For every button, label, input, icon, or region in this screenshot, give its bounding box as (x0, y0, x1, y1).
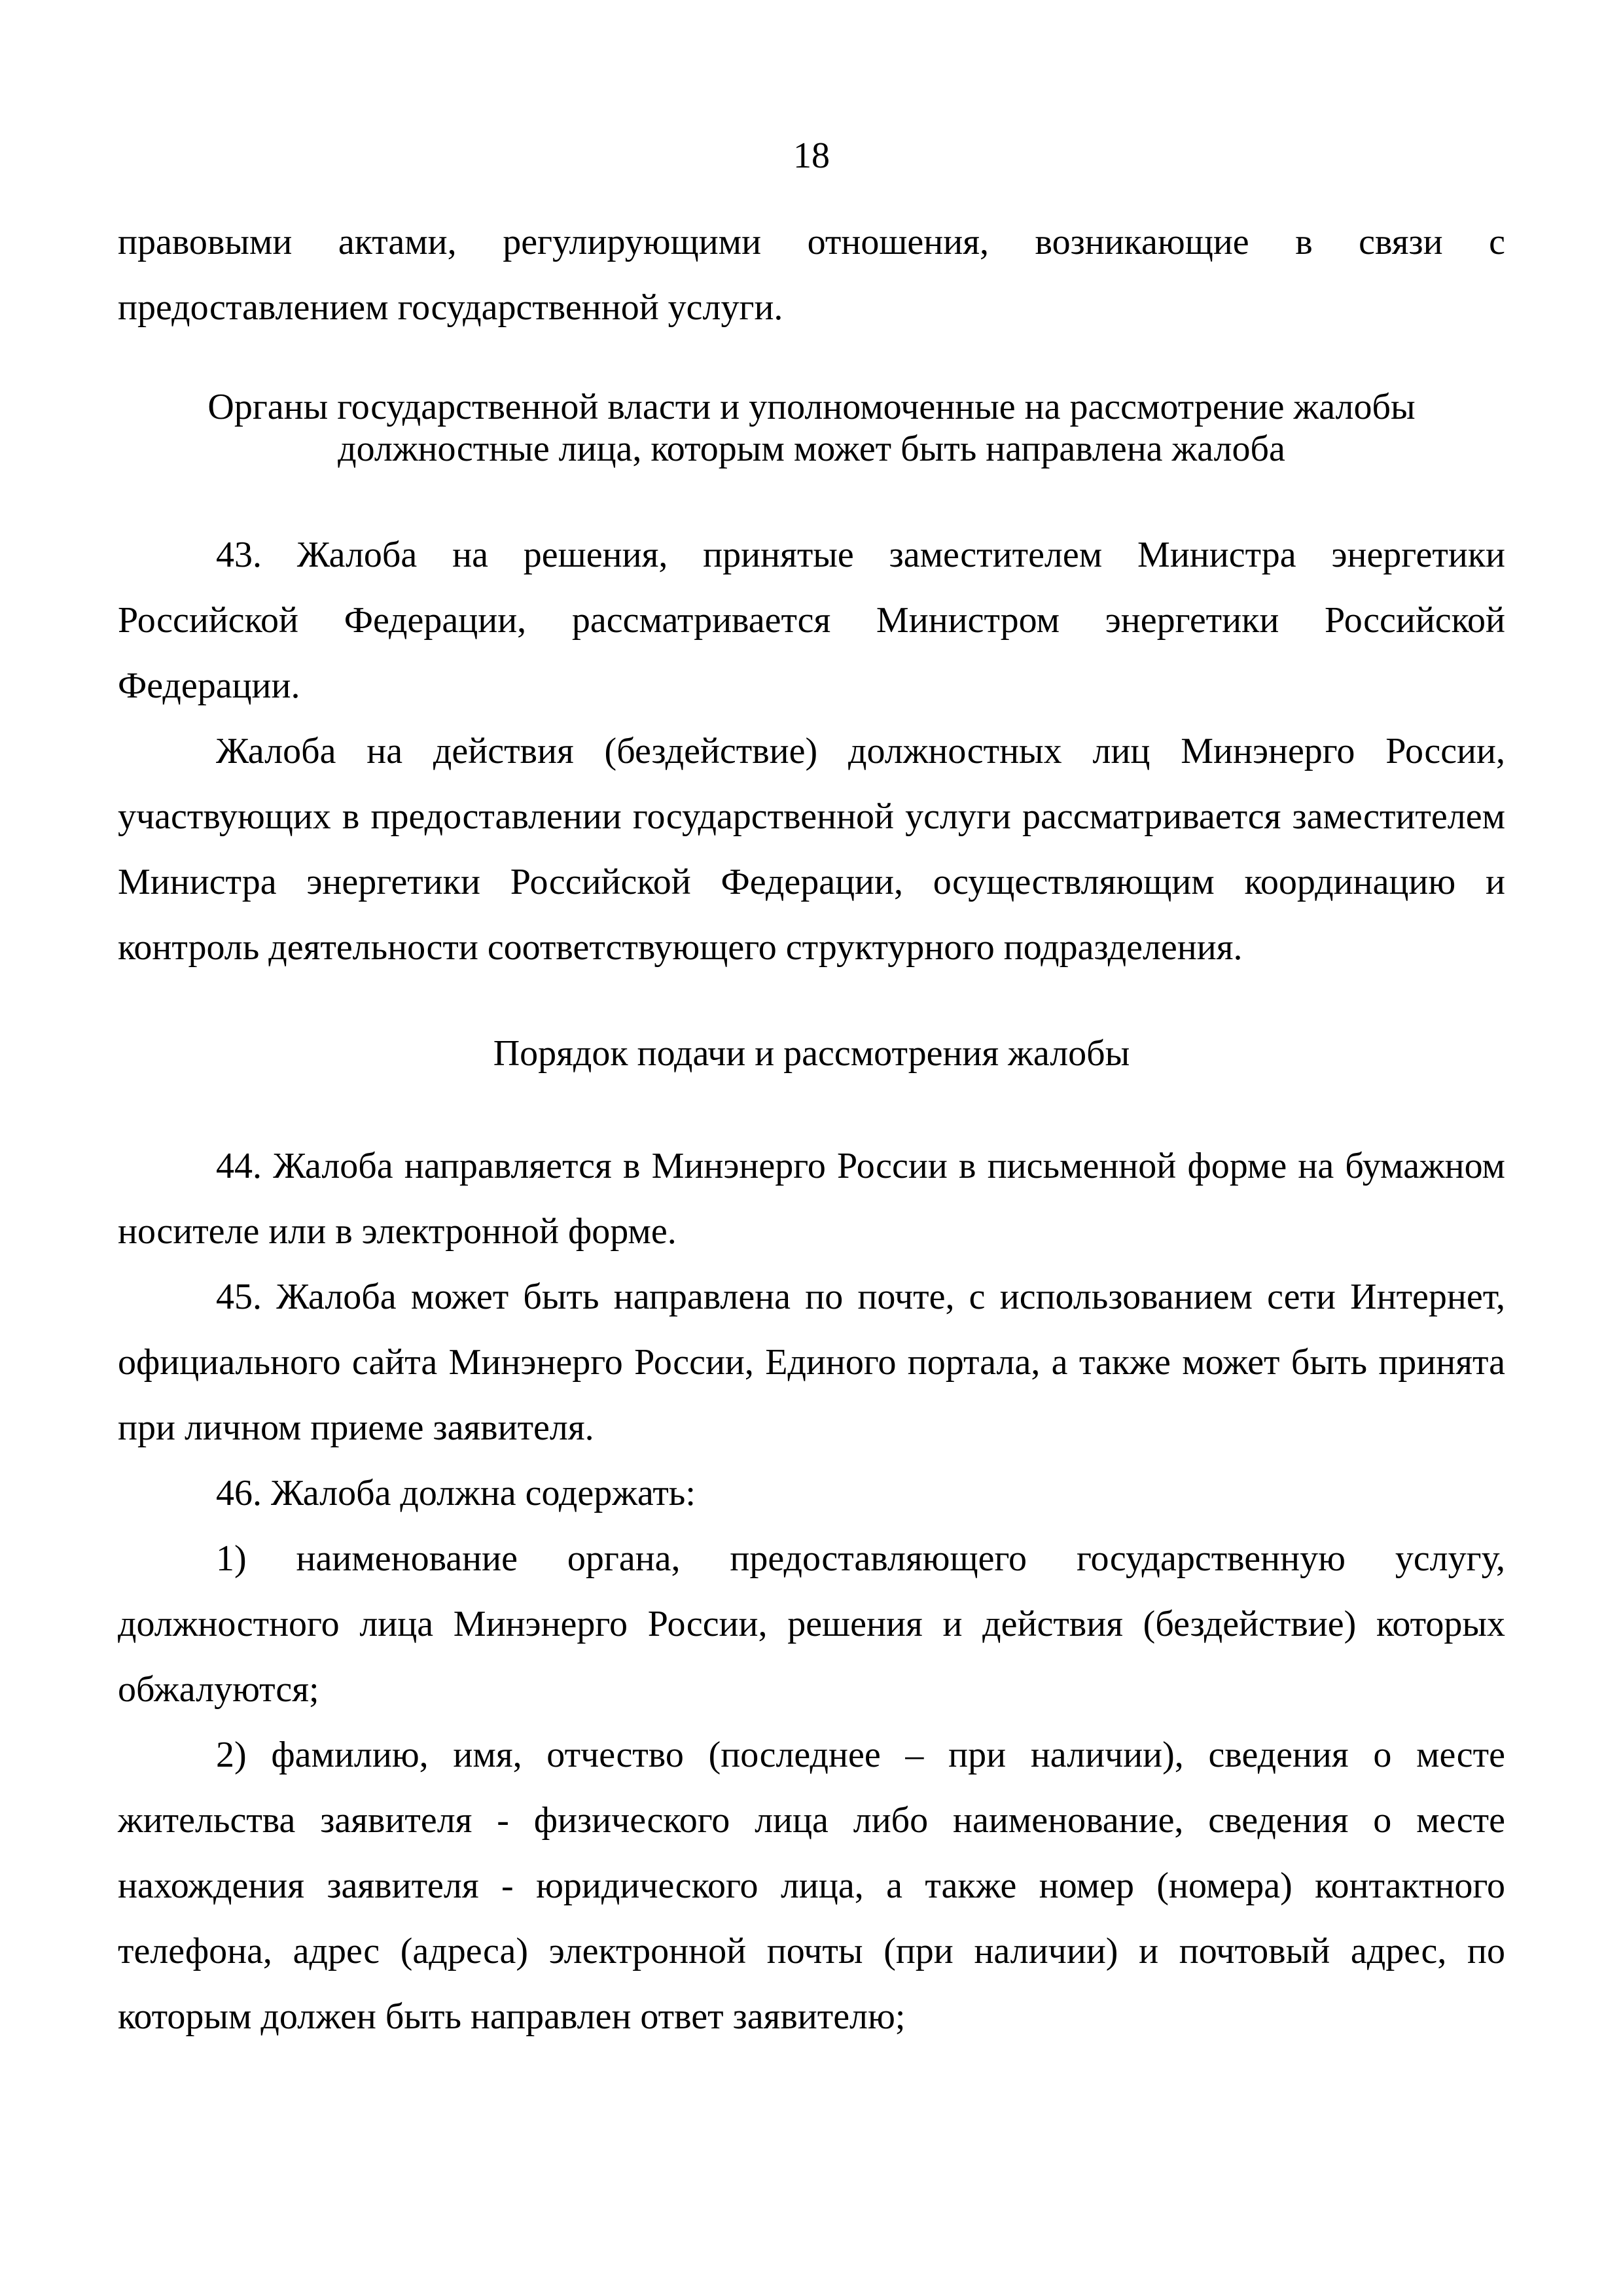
paragraph-44: 44. Жалоба направляется в Минэнерго России в письменной форме на бумажном носителе или в электронной форме. (118, 1146, 1505, 1252)
paragraph-43-continued: Жалоба на действия (бездействие) должностных лиц Минэнерго России, участвующих в предоставлении государственной услуги рассматривается заместителем Министра энергетики Российской Федерации, осуществляющим координацию и контроль деятельности соответствующего структурного подразделения. (118, 731, 1505, 968)
section-heading-authorities-line-1: Органы государственной власти и уполномоченные на рассмотрение жалобы (207, 387, 1416, 427)
paragraph-45: 45. Жалоба может быть направлена по почте, с использованием сети Интернет, официального сайта Минэнерго России, Единого портала, а также может быть принята при личном приеме заявителя. (118, 1277, 1505, 1448)
document-body (118, 209, 1505, 2049)
paragraph-continuation: правовыми актами, регулирующими отношения, возникающие в связи с предоставлением государственной услуги. (118, 222, 1505, 328)
section-heading-procedure: Порядок подачи и рассмотрения жалобы (493, 1033, 1130, 1074)
page-number: 18 (793, 135, 830, 176)
paragraph-43: 43. Жалоба на решения, принятые заместителем Министра энергетики Российской Федерации, рассматривается Министром энергетики Российской Федерации. (118, 535, 1505, 706)
paragraph-46-item-2: 2) фамилию, имя, отчество (последнее – при наличии), сведения о месте жительства заявителя - физического лица либо наименование, сведения о месте нахождения заявителя - юридического лица, а также номер (номера) контактного телефона, адрес (адреса) электронной почты (при наличии) и почтовый адрес, по которым должен быть направлен ответ заявителю; (118, 1735, 1505, 2037)
paragraph-46: 46. Жалоба должна содержать: (216, 1473, 696, 1513)
section-heading-authorities (118, 386, 1505, 470)
section-heading-authorities-line-2: должностные лица, которым может быть направлена жалоба (338, 429, 1285, 469)
paragraph-46-item-1: 1) наименование органа, предоставляющего государственную услугу, должностного лица Минэнерго России, решения и действия (бездействие) которых обжалуются; (118, 1538, 1505, 1710)
